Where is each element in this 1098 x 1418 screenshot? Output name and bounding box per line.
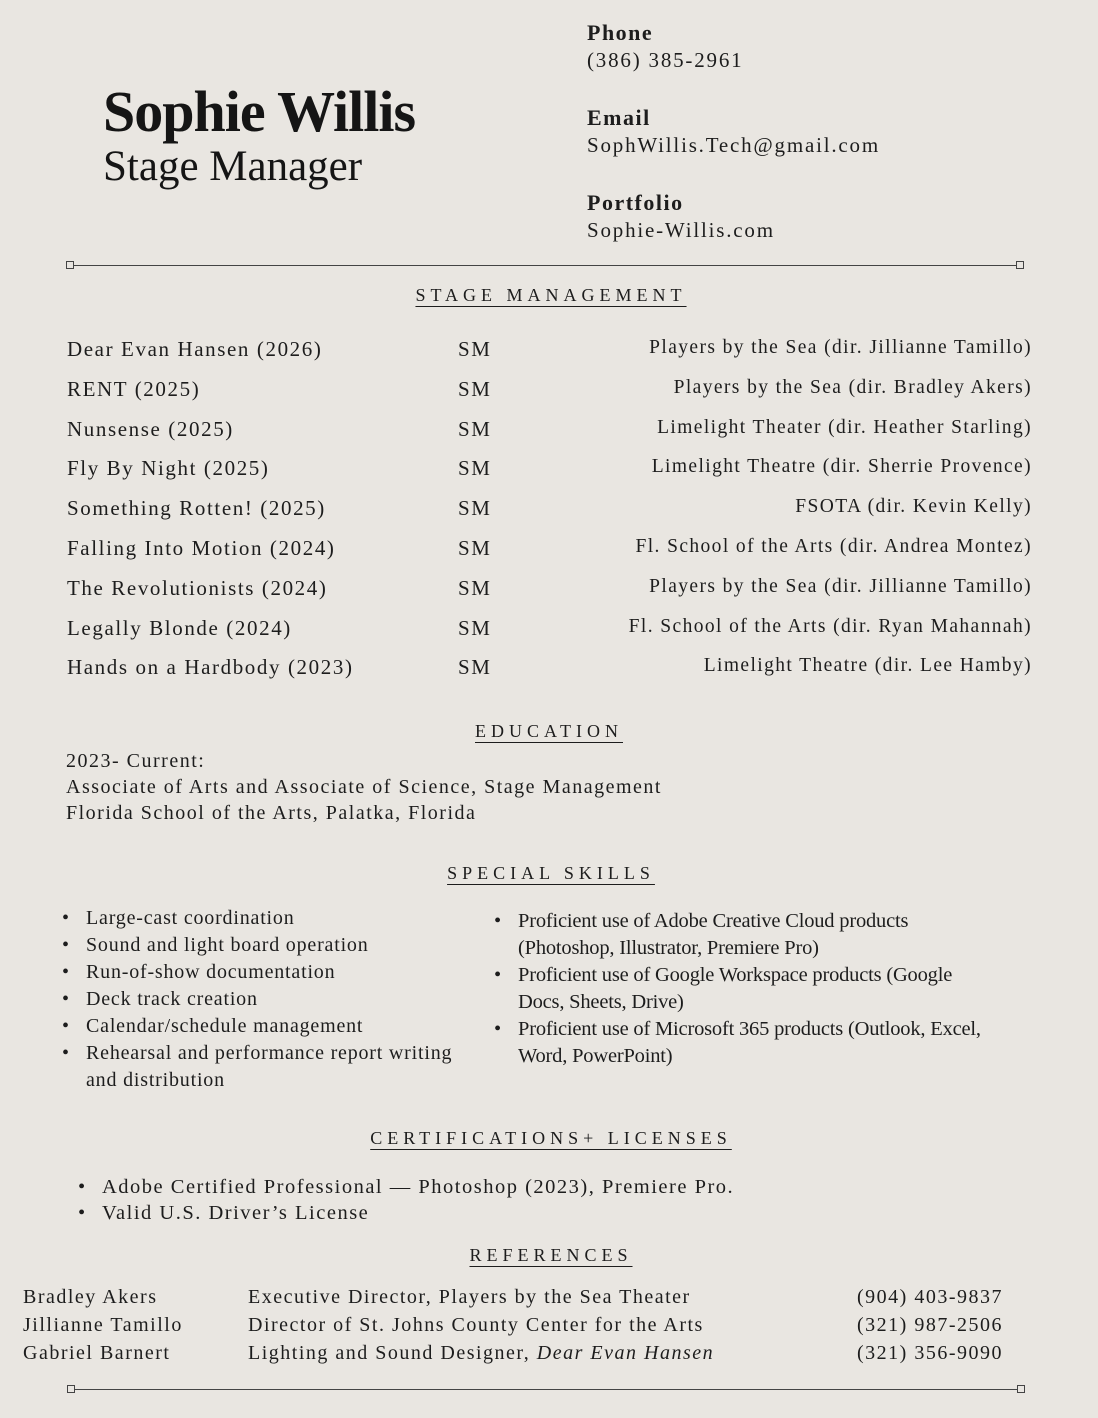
credit-show: Legally Blonde (2024) <box>67 615 292 640</box>
skill-item: • Run-of-show documentation <box>62 959 482 986</box>
candidate-name: Sophie Willis <box>103 79 416 144</box>
credit-company: Players by the Sea (dir. Jillianne Tamillo) <box>649 337 1032 358</box>
credit-show: RENT (2025) <box>67 376 201 401</box>
reference-phone: (321) 987-2506 <box>857 1314 1003 1336</box>
job-title: Stage Manager <box>103 143 363 190</box>
credit-row <box>0 576 1098 608</box>
credit-show: The Revolutionists (2024) <box>67 575 328 600</box>
credit-role: SM <box>458 496 492 521</box>
skill-item: • Rehearsal and performance report writing and distribution <box>62 1040 456 1094</box>
credit-role: SM <box>458 615 492 640</box>
credit-company: Players by the Sea (dir. Bradley Akers) <box>673 376 1032 398</box>
certifications-list <box>78 1174 978 1226</box>
education-school: Florida School of the Arts, Palatka, Florida <box>66 802 477 824</box>
credit-row <box>0 456 1098 488</box>
skill-item: • Calendar/schedule management <box>62 1013 482 1040</box>
skill-item: • Proficient use of Adobe Creative Cloud products (Photoshop, Illustrator, Premiere Pro) <box>494 908 988 962</box>
credit-role: SM <box>458 337 492 361</box>
reference-role: Executive Director, Players by the Sea Theater <box>248 1286 691 1308</box>
credit-company: Limelight Theater (dir. Heather Starling) <box>657 416 1032 438</box>
reference-name: Gabriel Barnert <box>23 1342 171 1364</box>
bottom-divider <box>72 1389 1022 1390</box>
credit-row <box>0 536 1098 568</box>
credit-role: SM <box>458 536 492 560</box>
reference-role: Lighting and Sound Designer, Dear Evan Hansen <box>248 1342 715 1364</box>
credit-show: Nunsense (2025) <box>67 416 234 441</box>
credit-role: SM <box>458 376 492 401</box>
credit-row <box>0 417 1098 449</box>
credit-show: Hands on a Hardbody (2023) <box>67 655 354 680</box>
certification-item: • Valid U.S. Driver’s License <box>78 1200 978 1226</box>
credit-row <box>0 616 1098 648</box>
divider-cap-right <box>1016 261 1024 269</box>
credit-row <box>0 377 1098 409</box>
credit-company: FSOTA (dir. Kevin Kelly) <box>795 496 1032 518</box>
reference-phone: (321) 356-9090 <box>857 1342 1003 1364</box>
credit-show: Something Rotten! (2025) <box>67 496 326 521</box>
credit-company: Fl. School of the Arts (dir. Ryan Mahannah) <box>628 615 1032 637</box>
education-heading: EDUCATION <box>475 721 623 741</box>
reference-row <box>0 1314 1098 1342</box>
top-divider <box>71 265 1021 266</box>
reference-role: Director of St. Johns County Center for the Arts <box>248 1314 704 1336</box>
certifications-heading: CERTIFICATIONS+ LICENSES <box>370 1128 732 1148</box>
portfolio-label: Portfolio <box>587 190 684 215</box>
education-degree: Associate of Arts and Associate of Science, Stage Management <box>66 776 662 798</box>
special-skills-heading: SPECIAL SKILLS <box>447 863 655 883</box>
divider-cap-left <box>67 1385 75 1393</box>
reference-name: Bradley Akers <box>23 1286 158 1308</box>
credit-role: SM <box>458 456 492 481</box>
stage-management-heading: STAGE MANAGEMENT <box>415 285 687 305</box>
skills-list-left <box>62 905 482 1094</box>
skills-list-right <box>494 908 1034 1070</box>
skill-item: • Sound and light board operation <box>62 932 482 959</box>
education-dates: 2023- Current: <box>66 750 206 772</box>
credit-show: Fly By Night (2025) <box>67 456 270 481</box>
skill-item: • Large-cast coordination <box>62 905 482 932</box>
credit-show: Dear Evan Hansen (2026) <box>67 337 323 361</box>
credit-role: SM <box>458 416 492 441</box>
credit-row <box>0 655 1098 687</box>
credit-company: Limelight Theatre (dir. Sherrie Provence) <box>651 456 1032 478</box>
divider-cap-right <box>1017 1385 1025 1393</box>
reference-row <box>0 1342 1098 1370</box>
credit-company: Players by the Sea (dir. Jillianne Tamillo) <box>649 575 1032 597</box>
skill-item: • Proficient use of Google Workspace products (Google Docs, Sheets, Drive) <box>494 962 968 1016</box>
credit-role: SM <box>458 575 492 600</box>
credit-row <box>0 496 1098 528</box>
reference-row <box>0 1286 1098 1314</box>
credit-row <box>0 337 1098 369</box>
reference-name: Jillianne Tamillo <box>23 1314 183 1336</box>
phone-label: Phone <box>587 20 654 45</box>
credit-company: Limelight Theatre (dir. Lee Hamby) <box>703 655 1032 677</box>
skill-item: • Proficient use of Microsoft 365 products (Outlook, Excel, Word, PowerPoint) <box>494 1016 1008 1070</box>
portfolio-value[interactable]: Sophie-Willis.com <box>587 218 775 242</box>
references-heading: REFERENCES <box>469 1245 633 1265</box>
credit-role: SM <box>458 655 492 680</box>
skill-item: • Deck track creation <box>62 986 482 1013</box>
certification-item: • Adobe Certified Professional — Photoshop (2023), Premiere Pro. <box>78 1174 978 1200</box>
divider-cap-left <box>66 261 74 269</box>
phone-value: (386) 385-2961 <box>587 48 744 72</box>
credit-company: Fl. School of the Arts (dir. Andrea Montez) <box>635 536 1032 557</box>
credit-show: Falling Into Motion (2024) <box>67 536 336 560</box>
email-value[interactable]: SophWillis.Tech@gmail.com <box>587 133 880 157</box>
email-label: Email <box>587 105 651 130</box>
reference-phone: (904) 403-9837 <box>857 1286 1003 1308</box>
